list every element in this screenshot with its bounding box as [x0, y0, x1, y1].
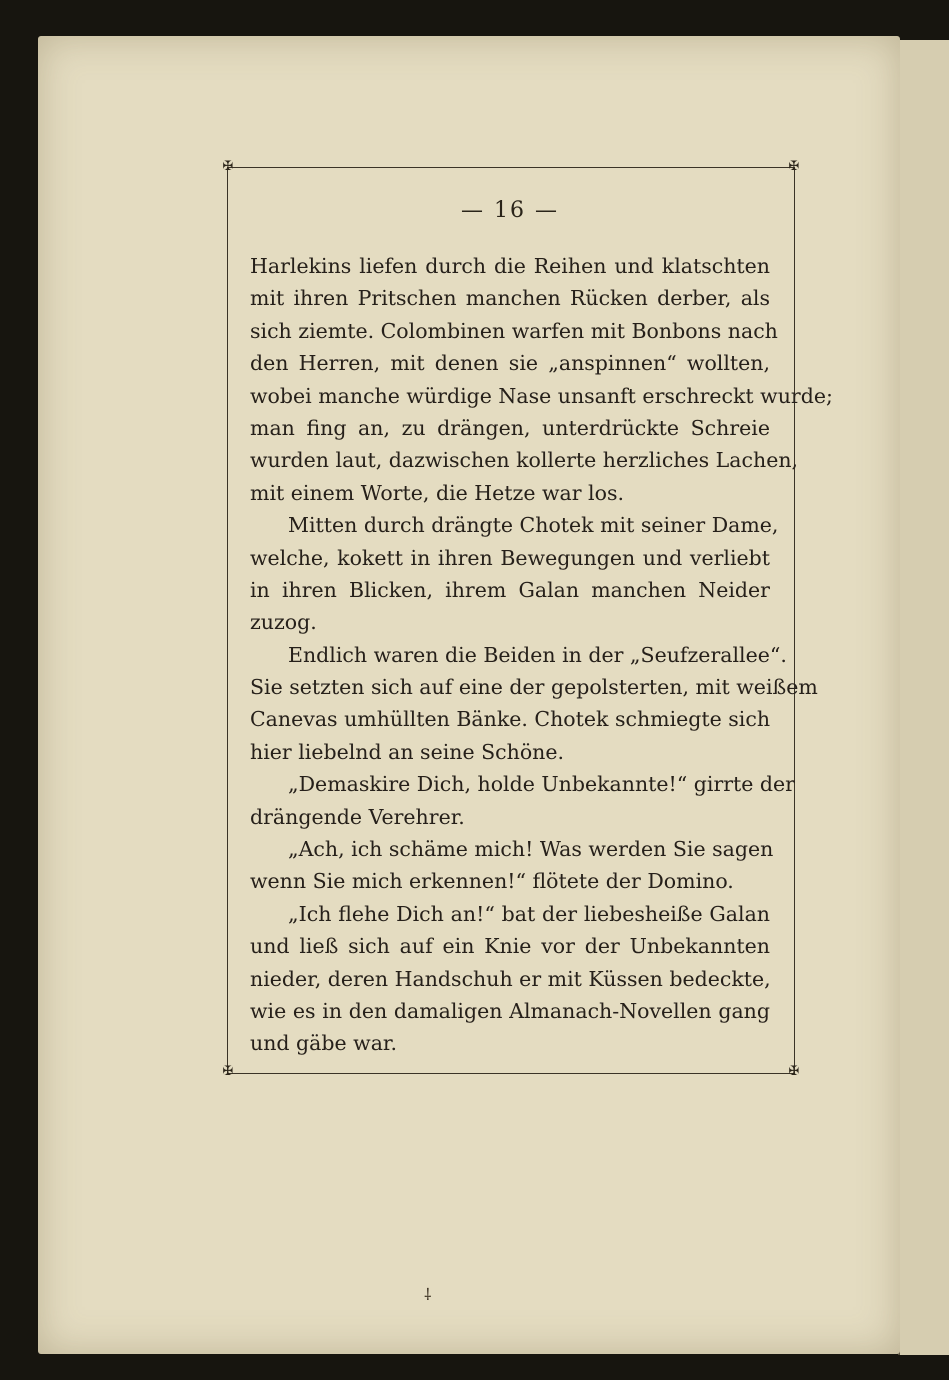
- text-line: in ihren Blicken, ihrem Galan manchen Neider: [250, 577, 770, 602]
- text-line: und ließ sich auf ein Knie vor der Unbekannten: [250, 934, 770, 959]
- text-line: zuzog.: [250, 610, 317, 635]
- text-line: wenn Sie mich erkennen!“ flötete der Domino.: [250, 869, 734, 894]
- text-line: wobei manche würdige Nase unsanft erschreckt wurde;: [250, 383, 833, 408]
- text-line: Harlekins liefen durch die Reihen und klatschten: [250, 254, 770, 278]
- corner-ornament-icon: ✠: [222, 159, 234, 174]
- text-line: drängende Verehrer.: [250, 804, 465, 829]
- text-line: Canevas umhüllten Bänke. Chotek schmiegte sich: [250, 707, 771, 732]
- print-mark-icon: ⸸: [424, 1285, 432, 1304]
- text-line: nieder, deren Handschuh er mit Küssen bedeckte,: [250, 966, 771, 991]
- text-line: mit ihren Pritschen manchen Rücken derber, als: [250, 286, 770, 311]
- text-line: Sie setzten sich auf eine der gepolsterten, mit weißem: [250, 675, 818, 700]
- text-line: wie es in den damaligen Almanach-Novellen gang: [250, 998, 770, 1023]
- text-line: „Ich flehe Dich an!“ bat der liebesheiße Galan: [288, 901, 770, 926]
- text-line: hier liebelnd an seine Schöne.: [250, 739, 565, 764]
- corner-ornament-icon: ✠: [222, 1064, 234, 1079]
- text-line: „Demaskire Dich, holde Unbekannte!“ girrte der: [288, 772, 795, 797]
- text-line: man fing an, zu drängen, unterdrückte Schreie: [250, 415, 770, 440]
- text-line: Endlich waren die Beiden in der „Seufzerallee“.: [288, 642, 787, 667]
- text-line: welche, kokett in ihren Bewegungen und verliebt: [250, 545, 770, 570]
- text-line: sich ziemte. Colombinen warfen mit Bonbons nach: [250, 318, 778, 343]
- text-line: den Herren, mit denen sie „anspinnen“ wollten,: [250, 351, 770, 376]
- text-line: und gäbe war.: [250, 1031, 397, 1056]
- body-text: [250, 250, 833, 1060]
- corner-ornament-icon: ✠: [788, 1064, 800, 1079]
- corner-ornament-icon: ✠: [788, 159, 800, 174]
- adjacent-page-edge: [898, 40, 949, 1355]
- text-line: Mitten durch drängte Chotek mit seiner Dame,: [288, 513, 779, 538]
- page-number: — 16 —: [461, 198, 559, 223]
- text-line: wurden laut, dazwischen kollerte herzliches Lachen,: [250, 448, 799, 473]
- text-line: „Ach, ich schäme mich! Was werden Sie sagen: [288, 837, 774, 862]
- text-line: mit einem Worte, die Hetze war los.: [250, 480, 624, 505]
